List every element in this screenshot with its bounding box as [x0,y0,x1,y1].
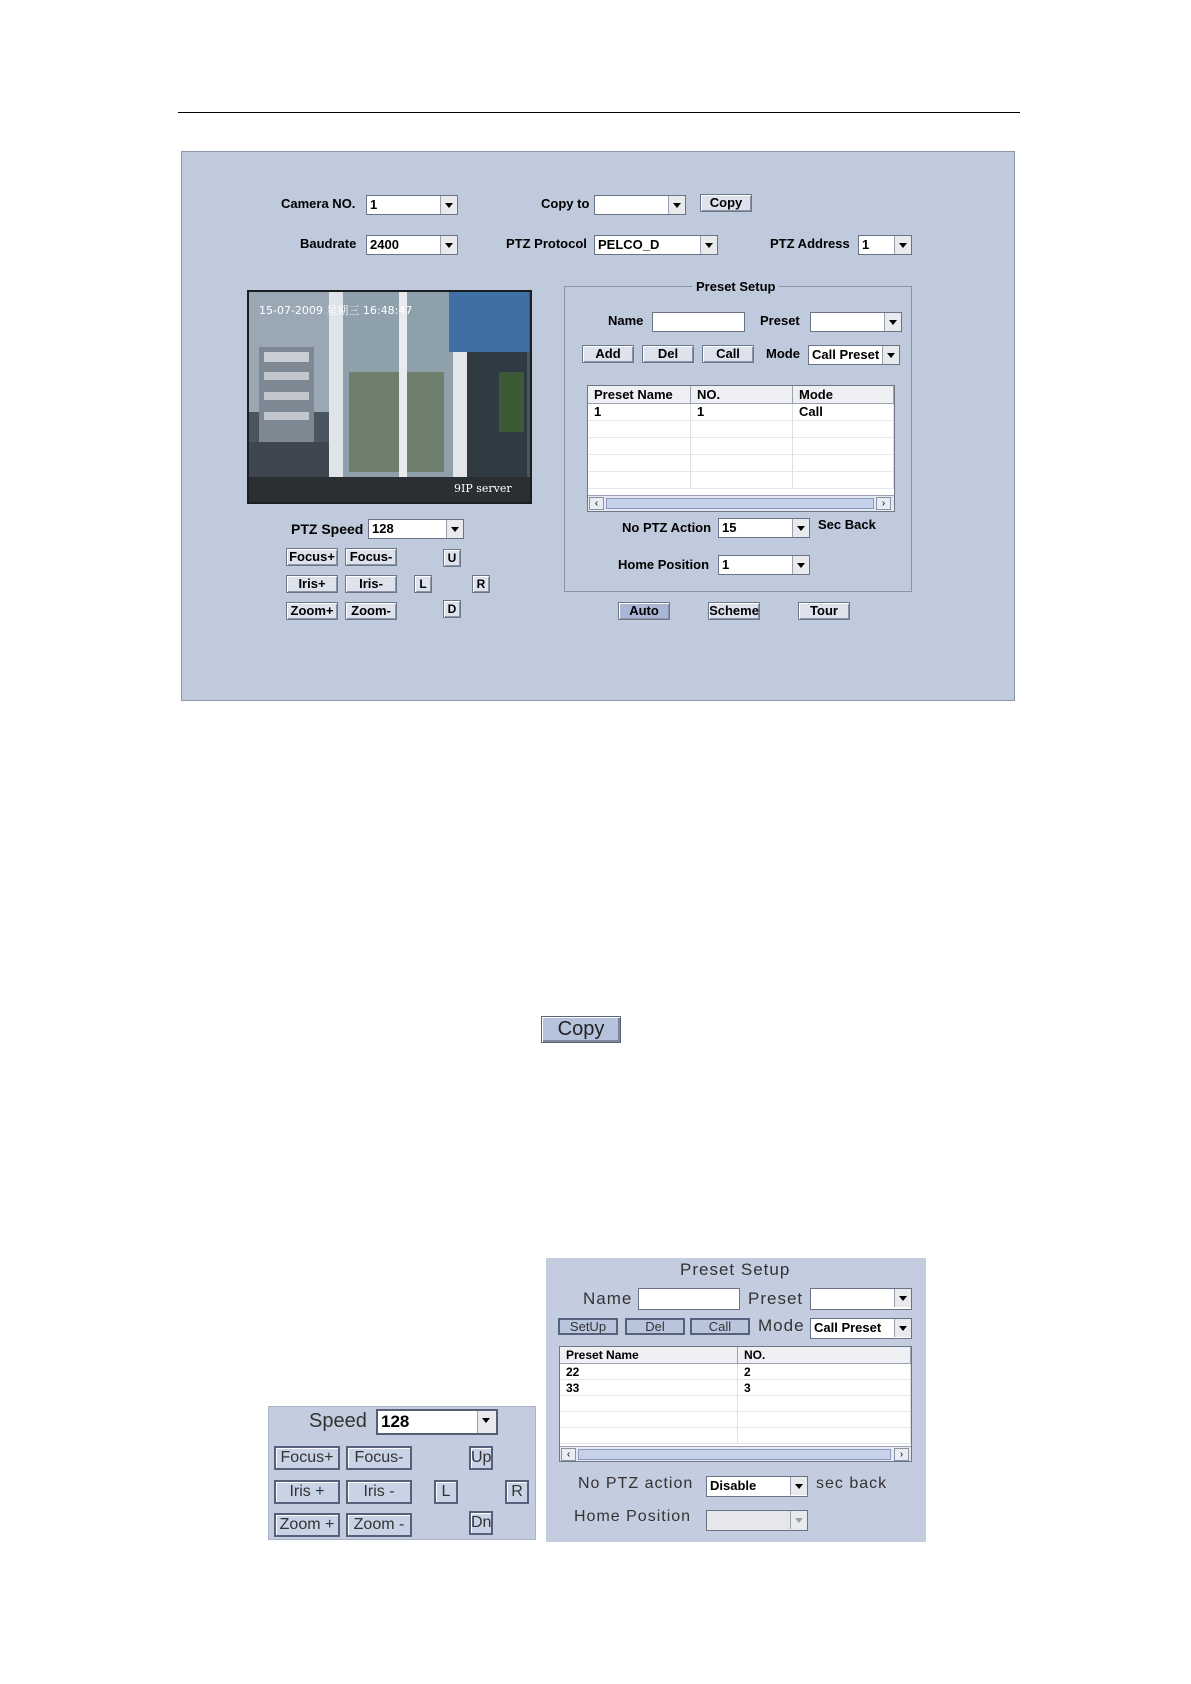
ptz-speed-value: 128 [372,521,394,536]
home-position-select[interactable] [718,555,810,575]
pan-left-button[interactable]: L [434,1480,458,1504]
no-ptz-action-value: 15 [722,520,737,535]
no-ptz-action-label: No PTZ action [578,1475,694,1492]
camera-no-value: 1 [370,197,378,212]
zoom-minus-button[interactable]: Zoom- [345,602,397,620]
table-row-empty[interactable] [588,455,691,472]
baudrate-select[interactable] [366,235,458,255]
chevron-down-icon[interactable] [792,519,809,537]
chevron-down-icon[interactable] [790,1477,807,1495]
copy-to-select[interactable] [594,195,686,215]
home-position-label: Home Position [618,557,710,572]
chevron-down-icon[interactable] [884,313,901,331]
table-row-empty[interactable] [560,1428,738,1444]
iris-minus-button[interactable]: Iris - [346,1480,412,1504]
speed-value: 128 [381,1412,410,1431]
preset-del-button[interactable]: Del [625,1318,685,1335]
column-header-no[interactable]: NO. [738,1347,911,1364]
ptz-address-label: PTZ Address [770,236,850,251]
scrollbar-thumb[interactable] [606,498,874,509]
chevron-down-icon[interactable] [440,236,457,254]
copy-button[interactable]: Copy [700,194,752,212]
scroll-left-icon[interactable]: ‹ [561,1448,576,1461]
chevron-down-icon[interactable] [792,556,809,574]
focus-minus-button[interactable]: Focus- [345,548,397,566]
table-cell[interactable]: 1 [588,404,691,421]
preset-table [587,385,895,512]
video-timestamp: 15-07-2009 星期三 16:48:47 [259,304,413,317]
pan-up-button[interactable]: Up [469,1446,493,1470]
table-cell[interactable]: 33 [560,1380,738,1396]
column-header-mode[interactable]: Mode [793,386,894,404]
no-ptz-action-value: Disable [710,1478,757,1493]
preset-label: Preset [748,1289,804,1308]
table-row-empty[interactable] [588,421,691,438]
table-horizontal-scrollbar[interactable] [588,495,894,511]
ptz-protocol-select[interactable] [594,235,718,255]
table-row-empty[interactable] [560,1412,738,1428]
table-row-empty[interactable] [691,421,793,438]
table-row-empty[interactable] [691,438,793,455]
preset-table [559,1346,912,1462]
mode-select[interactable] [808,345,900,365]
ptz-address-select[interactable] [858,235,912,255]
table-row-empty[interactable] [560,1396,738,1412]
speed-label: Speed [309,1410,367,1432]
no-ptz-action-select[interactable] [706,1476,808,1497]
table-cell[interactable]: 2 [738,1364,911,1380]
scroll-left-icon[interactable]: ‹ [589,497,604,510]
chevron-down-icon[interactable] [440,196,457,214]
focus-plus-button[interactable]: Focus+ [274,1446,340,1470]
pan-up-button[interactable]: U [443,549,461,567]
scrollbar-thumb[interactable] [578,1449,891,1460]
ptz-speed-select[interactable] [368,519,464,539]
pan-down-button[interactable]: D [443,600,461,618]
column-header-preset-name[interactable]: Preset Name [560,1347,738,1364]
table-cell[interactable]: 1 [691,404,793,421]
ptz-protocol-value: PELCO_D [598,237,660,252]
focus-minus-button[interactable]: Focus- [346,1446,412,1470]
preset-name-label: Name [583,1289,633,1308]
copy-to-label: Copy to [541,196,590,211]
table-row-empty[interactable] [588,438,691,455]
chevron-down-icon[interactable] [446,520,463,538]
table-row-empty[interactable] [738,1412,911,1428]
preset-setup-button[interactable]: SetUp [558,1318,618,1335]
table-row-empty[interactable] [738,1396,911,1412]
table-cell[interactable]: Call [793,404,894,421]
iris-plus-button[interactable]: Iris+ [286,575,338,593]
preset-select[interactable] [810,1288,912,1310]
copy-button-large[interactable]: Copy [541,1016,621,1043]
home-position-value: 1 [722,557,730,572]
baudrate-value: 2400 [370,237,399,252]
zoom-plus-button[interactable]: Zoom+ [286,602,338,620]
preset-setup-title: Preset Setup [680,1260,791,1279]
table-row-empty[interactable] [691,472,793,489]
preset-del-button[interactable]: Del [642,345,694,363]
pan-right-button[interactable]: R [505,1480,529,1504]
iris-minus-button[interactable]: Iris- [345,575,397,593]
baudrate-label: Baudrate [300,236,357,251]
chevron-down-icon[interactable] [790,1511,807,1529]
preset-name-label: Name [608,313,644,328]
scroll-right-icon[interactable]: › [894,1448,909,1461]
sec-back-label: sec back [816,1475,888,1492]
ptz-speed-label: PTZ Speed [291,521,364,537]
camera-no-label: Camera NO. [281,196,356,211]
camera-video-preview[interactable] [247,290,532,504]
mode-value: Call Preset [814,1320,882,1335]
table-row-empty[interactable] [793,472,894,489]
table-cell[interactable]: 3 [738,1380,911,1396]
table-row-empty[interactable] [793,438,894,455]
chevron-down-icon[interactable] [477,1411,496,1433]
no-ptz-action-select[interactable] [718,518,810,538]
scroll-right-icon[interactable]: › [876,497,891,510]
video-frame-image [249,292,530,502]
sec-back-label: Sec Back [818,517,876,532]
mode-select[interactable] [810,1318,912,1339]
mode-value: Call Preset [812,347,880,362]
tour-button[interactable]: Tour [798,602,850,620]
table-row-empty[interactable] [793,421,894,438]
chevron-down-icon[interactable] [894,236,911,254]
ptz-address-value: 1 [862,237,870,252]
column-header-preset-name[interactable]: Preset Name [588,386,691,404]
chevron-down-icon[interactable] [894,1289,911,1307]
table-row-empty[interactable] [738,1428,911,1444]
scheme-button[interactable]: Scheme [709,603,759,618]
preset-name-input[interactable] [638,1288,740,1310]
preset-add-button[interactable]: Add [582,345,634,363]
chevron-down-icon[interactable] [882,346,899,364]
table-row-empty[interactable] [588,472,691,489]
preset-call-button[interactable]: Call [702,345,754,363]
table-row-empty[interactable] [793,455,894,472]
mode-label: Mode [758,1316,805,1335]
ptz-protocol-label: PTZ Protocol [506,236,587,251]
preset-setup-title: Preset Setup [692,279,779,294]
column-header-no[interactable]: NO. [691,386,793,404]
chevron-down-icon[interactable] [668,196,685,214]
pan-down-button[interactable]: Dn [469,1511,493,1535]
zoom-plus-button[interactable]: Zoom + [274,1513,340,1537]
table-row-empty[interactable] [691,455,793,472]
table-cell[interactable]: 22 [560,1364,738,1380]
pan-right-button[interactable]: R [472,575,490,593]
speed-select[interactable] [376,1409,498,1435]
camera-no-select[interactable] [366,195,458,215]
page-header-rule [178,112,1020,113]
home-position-label: Home Position [574,1508,692,1525]
preset-label: Preset [760,313,800,328]
video-watermark: 9IP server [454,482,512,495]
preset-name-input[interactable] [652,312,745,332]
mode-label: Mode [766,346,800,361]
preset-select[interactable] [810,312,902,332]
no-ptz-action-label: No PTZ Action [622,520,712,535]
auto-button[interactable]: Auto [618,602,670,620]
iris-plus-button[interactable]: Iris + [274,1480,340,1504]
home-position-select[interactable] [706,1510,808,1531]
chevron-down-icon[interactable] [700,236,717,254]
preset-call-button[interactable]: Call [690,1318,750,1335]
pan-left-button[interactable]: L [414,575,432,593]
focus-plus-button[interactable]: Focus+ [286,548,338,566]
chevron-down-icon[interactable] [894,1319,911,1337]
zoom-minus-button[interactable]: Zoom - [346,1513,412,1537]
table-horizontal-scrollbar[interactable] [560,1446,911,1462]
